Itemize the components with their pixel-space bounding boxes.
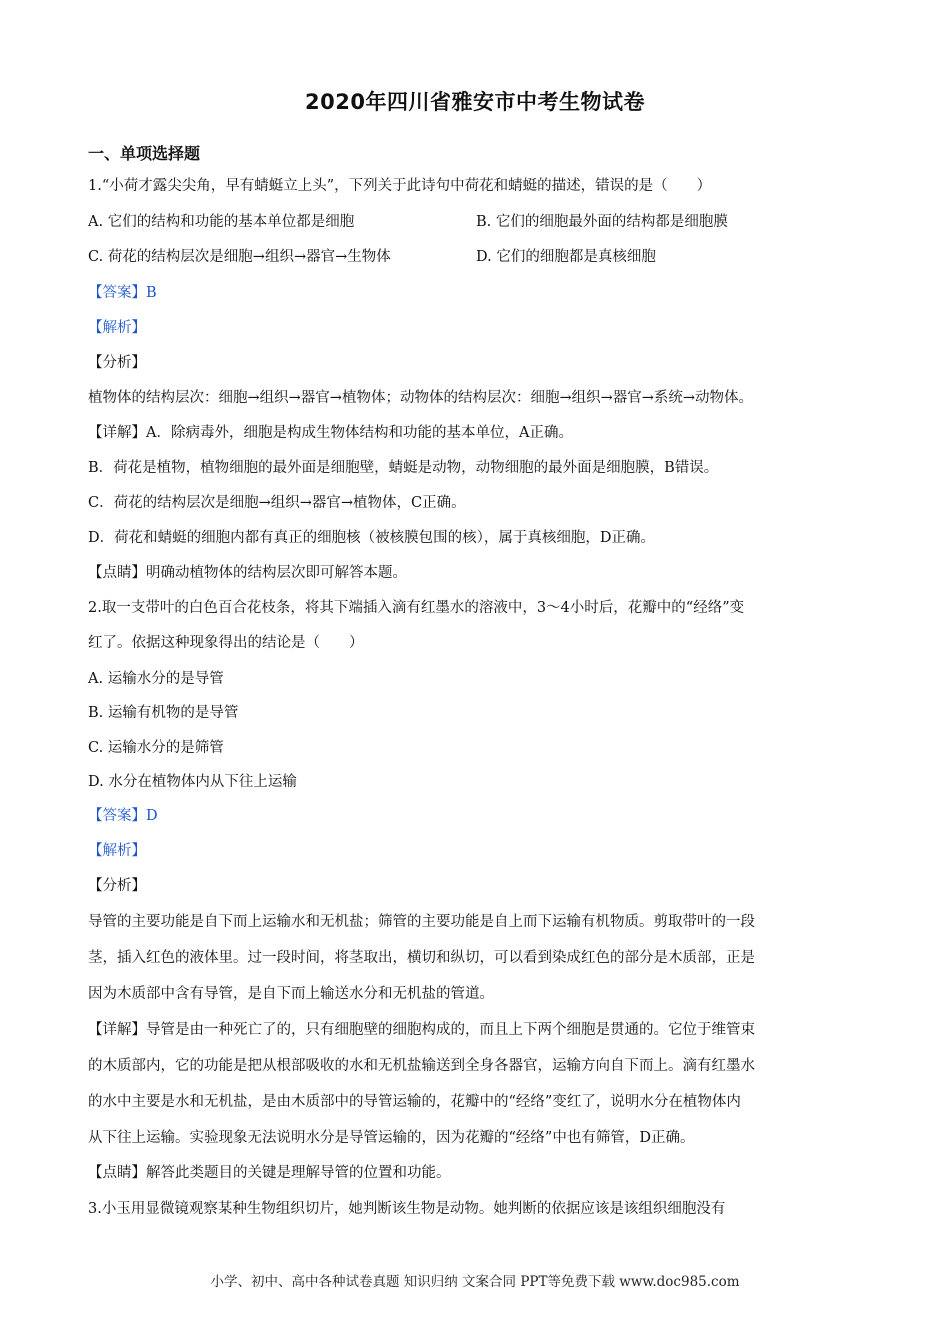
q2-stem-line-2: 红了。依据这种现象得出的结论是（ ） (88, 635, 364, 651)
q1-option-c: C. 荷花的结构层次是细胞→组织→器官→生物体 (88, 249, 391, 265)
q1-analysis-tag: 【解析】 (88, 320, 146, 336)
comment-tag: 【点睛】 (88, 1165, 146, 1181)
q1-detail-a (88, 423, 573, 443)
q2-analysis-tag: 【解析】 (88, 843, 146, 859)
comment-text: 解答此类题目的关键是理解导管的位置和功能。 (146, 1165, 451, 1181)
document-title: 2020年四川省雅安市中考生物试卷 (305, 90, 645, 114)
q2-detail-line-1 (88, 1020, 755, 1040)
q1-stem: 1.“小荷才露尖尖角，早有蜻蜓立上头”，下列关于此诗句中荷花和蜻蜓的描述，错误的是（ ） (88, 178, 712, 194)
q1-option-b: B. 它们的细胞最外面的结构都是细胞膜 (476, 214, 728, 230)
detail-text: A．除病毒外，细胞是构成生物体结构和功能的基本单位，A正确。 (146, 425, 573, 441)
detail-tag: 【详解】 (88, 425, 146, 441)
q1-comment (88, 563, 407, 583)
q2-comment (88, 1163, 451, 1183)
q2-answer (88, 806, 158, 826)
comment-tag: 【点睛】 (88, 565, 146, 581)
q3-stem: 3.小玉用显微镜观察某种生物组织切片，她判断该生物是动物。她判断的依据应该是该组织细胞没有 (88, 1201, 726, 1217)
comment-text: 明确动植物体的结构层次即可解答本题。 (146, 565, 407, 581)
q1-fenxi-tag: 【分析】 (88, 355, 146, 371)
q1-detail-b: B．荷花是植物，植物细胞的最外面是细胞壁，蜻蜓是动物，动物细胞的最外面是细胞膜，B错误。 (88, 460, 719, 476)
page-footer: 小学、初中、高中各种试卷真题 知识归纳 文案合同 PPT等免费下载 www.doc985.com (210, 1274, 740, 1290)
q2-option-b: B. 运输有机物的是导管 (88, 705, 239, 721)
q2-detail-line-2: 的木质部内，它的功能是把从根部吸收的水和无机盐输送到全身各器官，运输方向自下而上。滴有红墨水 (88, 1058, 755, 1074)
q2-detail-line-4: 从下往上运输。实验现象无法说明水分是导管运输的，因为花瓣的“经络”中也有筛管，D正确。 (88, 1130, 695, 1146)
q1-detail-d: D．荷花和蜻蜓的细胞内都有真正的细胞核（被核膜包围的核），属于真核细胞，D正确。 (88, 530, 655, 546)
q2-fenxi-line-1: 导管的主要功能是自下而上运输水和无机盐；筛管的主要功能是自上而下运输有机物质。剪取带叶的一段 (88, 914, 755, 930)
q1-option-a: A. 它们的结构和功能的基本单位都是细胞 (88, 214, 355, 230)
answer-tag: 【答案】 (88, 285, 146, 301)
section-heading: 一、单项选择题 (88, 144, 201, 163)
q1-detail-c: C．荷花的结构层次是细胞→组织→器官→植物体，C正确。 (88, 495, 466, 511)
q2-option-a: A. 运输水分的是导管 (88, 671, 224, 687)
q1-option-d: D. 它们的细胞都是真核细胞 (476, 249, 656, 265)
q1-answer (88, 283, 157, 303)
answer-tag: 【答案】 (88, 808, 146, 824)
q2-stem-line-1: 2.取一支带叶的白色百合花枝条，将其下端插入滴有红墨水的溶液中，3～4小时后，花瓣中的“经络”变 (88, 600, 745, 616)
q1-fenxi: 植物体的结构层次：细胞→组织→器官→植物体；动物体的结构层次：细胞→组织→器官→系统→动物体。 (88, 390, 754, 406)
answer-value: D (146, 808, 158, 824)
q2-fenxi-tag: 【分析】 (88, 878, 146, 894)
answer-value: B (146, 285, 157, 301)
q2-fenxi-line-2: 茎，插入红色的液体里。过一段时间，将茎取出，横切和纵切，可以看到染成红色的部分是木质部，正是 (88, 950, 755, 966)
q2-option-d: D. 水分在植物体内从下往上运输 (88, 774, 297, 790)
detail-text: 导管是由一种死亡了的，只有细胞壁的细胞构成的，而且上下两个细胞是贯通的。它位于维管束 (146, 1022, 755, 1038)
q2-fenxi-line-3: 因为木质部中含有导管，是自下而上输送水分和无机盐的管道。 (88, 986, 494, 1002)
detail-tag: 【详解】 (88, 1022, 146, 1038)
q2-detail-line-3: 的水中主要是水和无机盐，是由木质部中的导管运输的，花瓣中的“经络”变红了，说明水分在植物体内 (88, 1094, 741, 1110)
q2-option-c: C. 运输水分的是筛管 (88, 740, 224, 756)
